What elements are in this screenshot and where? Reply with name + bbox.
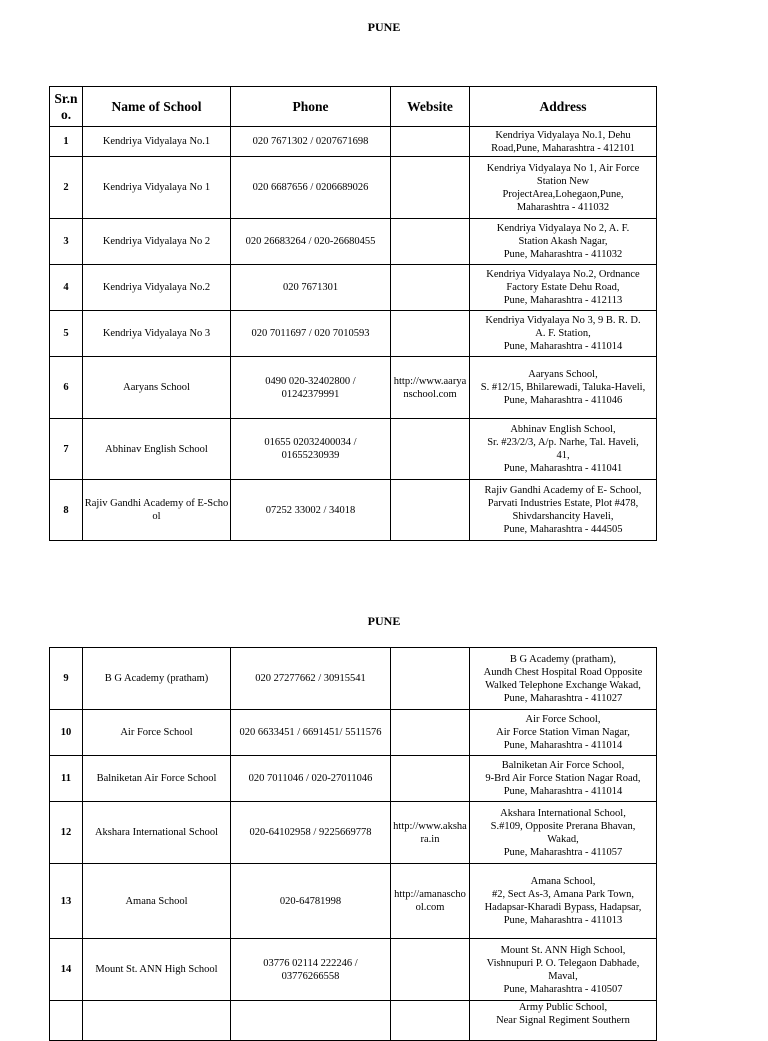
header-row <box>50 87 657 127</box>
cell-website <box>391 311 470 357</box>
cell-website <box>391 265 470 311</box>
cell-name: Rajiv Gandhi Academy of E-School <box>83 480 231 541</box>
cell-website <box>391 419 470 480</box>
cell-name: Amana School <box>83 864 231 939</box>
cell-address: Akshara International School, S.#109, Opposite Prerana Bhavan, Wakad, Pune, Maharashtra - 411057 <box>470 802 657 864</box>
cell-name: Balniketan Air Force School <box>83 756 231 802</box>
cell-address: Balniketan Air Force School, 9-Brd Air Force Station Nagar Road, Pune, Maharashtra - 411014 <box>470 756 657 802</box>
cell-phone: 020 7671301 <box>231 265 391 311</box>
cell-name: Kendriya Vidyalaya No.2 <box>83 265 231 311</box>
header-name: Name of School <box>83 87 231 127</box>
cell-srno: 6 <box>50 357 83 419</box>
cell-website[interactable]: http://www.akshara.in <box>391 802 470 864</box>
cell-phone: 020-64102958 / 9225669778 <box>231 802 391 864</box>
cell-phone: 020 26683264 / 020-26680455 <box>231 219 391 265</box>
cell-phone: 07252 33002 / 34018 <box>231 480 391 541</box>
cell-address: Mount St. ANN High School, Vishnupuri P. O. Telegaon Dabhade, Maval, Pune, Maharashtra - 410507 <box>470 939 657 1001</box>
cell-phone: 020 27277662 / 30915541 <box>231 648 391 710</box>
cell-name: Kendriya Vidyalaya No 1 <box>83 157 231 219</box>
cell-name: Air Force School <box>83 710 231 756</box>
cell-website <box>391 480 470 541</box>
table-row <box>50 710 657 756</box>
cell-address: Kendriya Vidyalaya No.1, Dehu Road,Pune, Maharashtra - 412101 <box>470 127 657 157</box>
cell-website[interactable]: http://amanaschool.com <box>391 864 470 939</box>
cell-phone: 020 6633451 / 6691451/ 5511576 <box>231 710 391 756</box>
cell-address: Kendriya Vidyalaya No 2, A. F. Station Akash Nagar, Pune, Maharashtra - 411032 <box>470 219 657 265</box>
table-row <box>50 480 657 541</box>
table-row <box>50 939 657 1001</box>
header-phone: Phone <box>231 87 391 127</box>
table-row <box>50 802 657 864</box>
cell-website <box>391 127 470 157</box>
cell-srno: 8 <box>50 480 83 541</box>
cell-srno: 12 <box>50 802 83 864</box>
cell-website <box>391 710 470 756</box>
cell-phone: 0490 020-32402800 / 01242379991 <box>231 357 391 419</box>
header-address: Address <box>470 87 657 127</box>
cell-address: Kendriya Vidyalaya No 1, Air Force Station New ProjectArea,Lohegaon,Pune, Maharashtra - 411032 <box>470 157 657 219</box>
cell-name: Akshara International School <box>83 802 231 864</box>
table-row <box>50 864 657 939</box>
cell-phone: 020-64781998 <box>231 864 391 939</box>
cell-phone: 020 7011697 / 020 7010593 <box>231 311 391 357</box>
cell-phone: 01655 02032400034 / 01655230939 <box>231 419 391 480</box>
table-row <box>50 219 657 265</box>
cell-srno: 4 <box>50 265 83 311</box>
cell-address: B G Academy (pratham), Aundh Chest Hospital Road Opposite Walked Telephone Exchange Wakad, Pune, Maharashtra - 411027 <box>470 648 657 710</box>
cell-name: Abhinav English School <box>83 419 231 480</box>
table-row <box>50 648 657 710</box>
cell-phone: 020 7671302 / 0207671698 <box>231 127 391 157</box>
cell-name: Aaryans School <box>83 357 231 419</box>
schools-table-2 <box>49 647 657 1041</box>
cell-name: B G Academy (pratham) <box>83 648 231 710</box>
cell-srno: 2 <box>50 157 83 219</box>
cell-website <box>391 648 470 710</box>
cell-address: Aaryans School, S. #12/15, Bhilarewadi, Taluka-Haveli, Pune, Maharashtra - 411046 <box>470 357 657 419</box>
table-row <box>50 311 657 357</box>
cell-srno: 5 <box>50 311 83 357</box>
cell-address: Kendriya Vidyalaya No 3, 9 B. R. D. A. F. Station, Pune, Maharashtra - 411014 <box>470 311 657 357</box>
cell-address: Amana School, #2, Sect As-3, Amana Park Town, Hadapsar-Kharadi Bypass, Hadapsar, Pune, Maharashtra - 411013 <box>470 864 657 939</box>
cell-srno: 13 <box>50 864 83 939</box>
cell-address: Rajiv Gandhi Academy of E- School, Parvati Industries Estate, Plot #478, Shivdarshancity Haveli, Pune, Maharashtra - 444505 <box>470 480 657 541</box>
cell-srno: 10 <box>50 710 83 756</box>
section-title: PUNE <box>367 614 401 628</box>
cell-srno: 9 <box>50 648 83 710</box>
cell-phone: 03776 02114 222246 / 03776266558 <box>231 939 391 1001</box>
cell-name: Kendriya Vidyalaya No 2 <box>83 219 231 265</box>
cell-name: Kendriya Vidyalaya No 3 <box>83 311 231 357</box>
cell-website[interactable]: http://www.aaryanschool.com <box>391 357 470 419</box>
table-row <box>50 1001 657 1041</box>
cell-address: Army Public School, Near Signal Regiment Southern <box>470 1001 657 1041</box>
table-row <box>50 265 657 311</box>
cell-srno: 11 <box>50 756 83 802</box>
header-website: Website <box>391 87 470 127</box>
cell-website <box>391 157 470 219</box>
cell-website <box>391 219 470 265</box>
cell-srno <box>50 1001 83 1041</box>
cell-name <box>83 1001 231 1041</box>
cell-srno: 3 <box>50 219 83 265</box>
cell-name: Mount St. ANN High School <box>83 939 231 1001</box>
header-srno: Sr.no. <box>50 87 83 127</box>
cell-srno: 14 <box>50 939 83 1001</box>
cell-address: Abhinav English School, Sr. #23/2/3, A/p. Narhe, Tal. Haveli, 41, Pune, Maharashtra - 411041 <box>470 419 657 480</box>
page-title: PUNE <box>367 20 401 34</box>
table-row <box>50 756 657 802</box>
cell-srno: 1 <box>50 127 83 157</box>
table-row <box>50 127 657 157</box>
schools-table-1 <box>49 86 657 541</box>
table-row <box>50 157 657 219</box>
cell-phone: 020 7011046 / 020-27011046 <box>231 756 391 802</box>
cell-address: Air Force School, Air Force Station Viman Nagar, Pune, Maharashtra - 411014 <box>470 710 657 756</box>
cell-website <box>391 756 470 802</box>
cell-website <box>391 939 470 1001</box>
cell-website <box>391 1001 470 1041</box>
cell-phone: 020 6687656 / 0206689026 <box>231 157 391 219</box>
cell-srno: 7 <box>50 419 83 480</box>
cell-phone <box>231 1001 391 1041</box>
table-row <box>50 357 657 419</box>
cell-address: Kendriya Vidyalaya No.2, Ordnance Factory Estate Dehu Road, Pune, Maharashtra - 412113 <box>470 265 657 311</box>
cell-name: Kendriya Vidyalaya No.1 <box>83 127 231 157</box>
table-row <box>50 419 657 480</box>
